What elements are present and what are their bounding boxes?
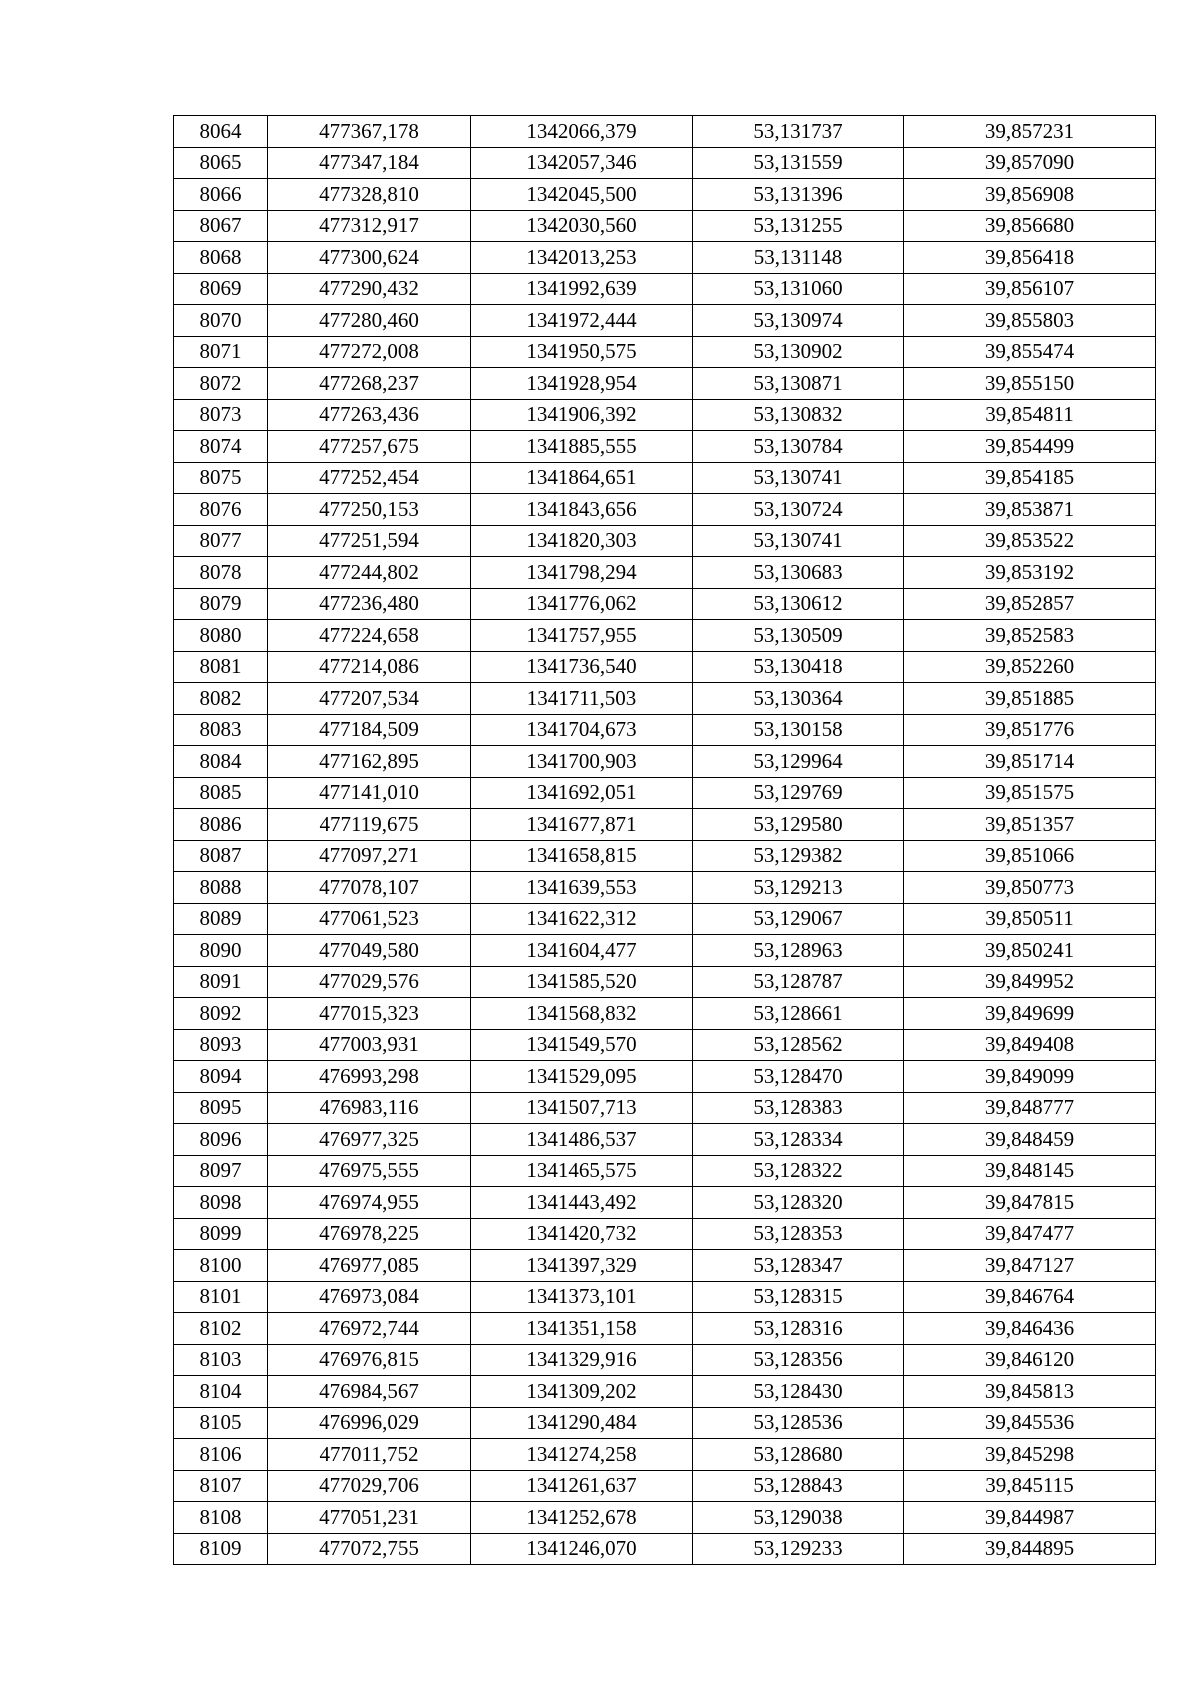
table-row (174, 494, 1156, 526)
y-coordinate-cell: 1341274,258 (471, 1439, 693, 1471)
table-row (174, 872, 1156, 904)
point-number-cell: 8090 (174, 935, 268, 967)
y-coordinate-cell: 1341677,871 (471, 809, 693, 841)
y-coordinate-cell: 1341736,540 (471, 651, 693, 683)
x-coordinate-cell: 477250,153 (268, 494, 471, 526)
y-coordinate-cell: 1341486,537 (471, 1124, 693, 1156)
x-coordinate-cell: 477312,917 (268, 210, 471, 242)
x-coordinate-cell: 477015,323 (268, 998, 471, 1030)
x-coordinate-cell: 476984,567 (268, 1376, 471, 1408)
point-number-cell: 8068 (174, 242, 268, 274)
table-row (174, 431, 1156, 463)
y-coordinate-cell: 1341906,392 (471, 399, 693, 431)
table-row (174, 1029, 1156, 1061)
y-coordinate-cell: 1341639,553 (471, 872, 693, 904)
table-row (174, 305, 1156, 337)
table-row (174, 1533, 1156, 1565)
latitude-cell: 53,129769 (693, 777, 904, 809)
table-row (174, 714, 1156, 746)
y-coordinate-cell: 1341843,656 (471, 494, 693, 526)
y-coordinate-cell: 1341950,575 (471, 336, 693, 368)
table-row (174, 1061, 1156, 1093)
latitude-cell: 53,131255 (693, 210, 904, 242)
x-coordinate-cell: 477280,460 (268, 305, 471, 337)
table-row (174, 1439, 1156, 1471)
latitude-cell: 53,128843 (693, 1470, 904, 1502)
point-number-cell: 8101 (174, 1281, 268, 1313)
longitude-cell: 39,849699 (904, 998, 1156, 1030)
table-row (174, 557, 1156, 589)
point-number-cell: 8087 (174, 840, 268, 872)
latitude-cell: 53,128315 (693, 1281, 904, 1313)
x-coordinate-cell: 477029,576 (268, 966, 471, 998)
table-row (174, 966, 1156, 998)
longitude-cell: 39,854499 (904, 431, 1156, 463)
latitude-cell: 53,128430 (693, 1376, 904, 1408)
x-coordinate-cell: 477236,480 (268, 588, 471, 620)
y-coordinate-cell: 1341246,070 (471, 1533, 693, 1565)
x-coordinate-cell: 477003,931 (268, 1029, 471, 1061)
longitude-cell: 39,851066 (904, 840, 1156, 872)
longitude-cell: 39,853522 (904, 525, 1156, 557)
longitude-cell: 39,851885 (904, 683, 1156, 715)
table-row (174, 336, 1156, 368)
table-row (174, 1470, 1156, 1502)
x-coordinate-cell: 477272,008 (268, 336, 471, 368)
y-coordinate-cell: 1341658,815 (471, 840, 693, 872)
longitude-cell: 39,845115 (904, 1470, 1156, 1502)
x-coordinate-cell: 476974,955 (268, 1187, 471, 1219)
point-number-cell: 8096 (174, 1124, 268, 1156)
point-number-cell: 8100 (174, 1250, 268, 1282)
latitude-cell: 53,131559 (693, 147, 904, 179)
point-number-cell: 8108 (174, 1502, 268, 1534)
point-number-cell: 8073 (174, 399, 268, 431)
y-coordinate-cell: 1341549,570 (471, 1029, 693, 1061)
table-row (174, 525, 1156, 557)
latitude-cell: 53,128470 (693, 1061, 904, 1093)
point-number-cell: 8071 (174, 336, 268, 368)
x-coordinate-cell: 477268,237 (268, 368, 471, 400)
table-row (174, 399, 1156, 431)
latitude-cell: 53,128347 (693, 1250, 904, 1282)
point-number-cell: 8083 (174, 714, 268, 746)
y-coordinate-cell: 1341507,713 (471, 1092, 693, 1124)
point-number-cell: 8097 (174, 1155, 268, 1187)
x-coordinate-cell: 477061,523 (268, 903, 471, 935)
table-row (174, 903, 1156, 935)
table-body (174, 116, 1156, 1565)
y-coordinate-cell: 1341568,832 (471, 998, 693, 1030)
x-coordinate-cell: 477224,658 (268, 620, 471, 652)
latitude-cell: 53,130158 (693, 714, 904, 746)
latitude-cell: 53,129382 (693, 840, 904, 872)
y-coordinate-cell: 1341420,732 (471, 1218, 693, 1250)
latitude-cell: 53,128316 (693, 1313, 904, 1345)
x-coordinate-cell: 477300,624 (268, 242, 471, 274)
longitude-cell: 39,855803 (904, 305, 1156, 337)
longitude-cell: 39,851575 (904, 777, 1156, 809)
longitude-cell: 39,850773 (904, 872, 1156, 904)
latitude-cell: 53,130612 (693, 588, 904, 620)
y-coordinate-cell: 1341290,484 (471, 1407, 693, 1439)
latitude-cell: 53,131396 (693, 179, 904, 211)
longitude-cell: 39,854185 (904, 462, 1156, 494)
table-row (174, 1344, 1156, 1376)
table-row (174, 368, 1156, 400)
longitude-cell: 39,846436 (904, 1313, 1156, 1345)
point-number-cell: 8094 (174, 1061, 268, 1093)
latitude-cell: 53,129580 (693, 809, 904, 841)
y-coordinate-cell: 1341820,303 (471, 525, 693, 557)
point-number-cell: 8093 (174, 1029, 268, 1061)
x-coordinate-cell: 477252,454 (268, 462, 471, 494)
longitude-cell: 39,855150 (904, 368, 1156, 400)
x-coordinate-cell: 476977,325 (268, 1124, 471, 1156)
y-coordinate-cell: 1341928,954 (471, 368, 693, 400)
y-coordinate-cell: 1341373,101 (471, 1281, 693, 1313)
y-coordinate-cell: 1342030,560 (471, 210, 693, 242)
table-row (174, 1407, 1156, 1439)
point-number-cell: 8105 (174, 1407, 268, 1439)
table-row (174, 1155, 1156, 1187)
latitude-cell: 53,130509 (693, 620, 904, 652)
y-coordinate-cell: 1341443,492 (471, 1187, 693, 1219)
longitude-cell: 39,852260 (904, 651, 1156, 683)
longitude-cell: 39,857231 (904, 116, 1156, 148)
y-coordinate-cell: 1341529,095 (471, 1061, 693, 1093)
y-coordinate-cell: 1341864,651 (471, 462, 693, 494)
table-row (174, 588, 1156, 620)
table-row (174, 1376, 1156, 1408)
x-coordinate-cell: 477251,594 (268, 525, 471, 557)
longitude-cell: 39,848459 (904, 1124, 1156, 1156)
latitude-cell: 53,128322 (693, 1155, 904, 1187)
latitude-cell: 53,131737 (693, 116, 904, 148)
y-coordinate-cell: 1342066,379 (471, 116, 693, 148)
x-coordinate-cell: 476976,815 (268, 1344, 471, 1376)
x-coordinate-cell: 476996,029 (268, 1407, 471, 1439)
point-number-cell: 8077 (174, 525, 268, 557)
y-coordinate-cell: 1341622,312 (471, 903, 693, 935)
x-coordinate-cell: 477011,752 (268, 1439, 471, 1471)
latitude-cell: 53,130683 (693, 557, 904, 589)
x-coordinate-cell: 477347,184 (268, 147, 471, 179)
latitude-cell: 53,128356 (693, 1344, 904, 1376)
latitude-cell: 53,130871 (693, 368, 904, 400)
point-number-cell: 8079 (174, 588, 268, 620)
table-row (174, 147, 1156, 179)
point-number-cell: 8099 (174, 1218, 268, 1250)
table-row (174, 179, 1156, 211)
longitude-cell: 39,844987 (904, 1502, 1156, 1534)
longitude-cell: 39,852583 (904, 620, 1156, 652)
y-coordinate-cell: 1341798,294 (471, 557, 693, 589)
x-coordinate-cell: 476983,116 (268, 1092, 471, 1124)
x-coordinate-cell: 477367,178 (268, 116, 471, 148)
latitude-cell: 53,129964 (693, 746, 904, 778)
latitude-cell: 53,128680 (693, 1439, 904, 1471)
y-coordinate-cell: 1341704,673 (471, 714, 693, 746)
table-row (174, 809, 1156, 841)
x-coordinate-cell: 476973,084 (268, 1281, 471, 1313)
x-coordinate-cell: 477051,231 (268, 1502, 471, 1534)
x-coordinate-cell: 477214,086 (268, 651, 471, 683)
longitude-cell: 39,851714 (904, 746, 1156, 778)
latitude-cell: 53,129233 (693, 1533, 904, 1565)
latitude-cell: 53,130418 (693, 651, 904, 683)
x-coordinate-cell: 477257,675 (268, 431, 471, 463)
table-row (174, 651, 1156, 683)
x-coordinate-cell: 477184,509 (268, 714, 471, 746)
x-coordinate-cell: 477263,436 (268, 399, 471, 431)
table-row (174, 1092, 1156, 1124)
point-number-cell: 8078 (174, 557, 268, 589)
y-coordinate-cell: 1341757,955 (471, 620, 693, 652)
table-row (174, 1187, 1156, 1219)
x-coordinate-cell: 477290,432 (268, 273, 471, 305)
longitude-cell: 39,853871 (904, 494, 1156, 526)
longitude-cell: 39,850241 (904, 935, 1156, 967)
x-coordinate-cell: 477097,271 (268, 840, 471, 872)
y-coordinate-cell: 1341261,637 (471, 1470, 693, 1502)
longitude-cell: 39,848777 (904, 1092, 1156, 1124)
point-number-cell: 8070 (174, 305, 268, 337)
longitude-cell: 39,846120 (904, 1344, 1156, 1376)
y-coordinate-cell: 1341585,520 (471, 966, 693, 998)
y-coordinate-cell: 1341309,202 (471, 1376, 693, 1408)
longitude-cell: 39,846764 (904, 1281, 1156, 1313)
latitude-cell: 53,131148 (693, 242, 904, 274)
table-row (174, 1313, 1156, 1345)
longitude-cell: 39,845536 (904, 1407, 1156, 1439)
table-row (174, 210, 1156, 242)
latitude-cell: 53,130974 (693, 305, 904, 337)
x-coordinate-cell: 477049,580 (268, 935, 471, 967)
longitude-cell: 39,856418 (904, 242, 1156, 274)
x-coordinate-cell: 477207,534 (268, 683, 471, 715)
point-number-cell: 8080 (174, 620, 268, 652)
y-coordinate-cell: 1341972,444 (471, 305, 693, 337)
table-row (174, 840, 1156, 872)
longitude-cell: 39,845298 (904, 1439, 1156, 1471)
longitude-cell: 39,855474 (904, 336, 1156, 368)
point-number-cell: 8067 (174, 210, 268, 242)
point-number-cell: 8075 (174, 462, 268, 494)
longitude-cell: 39,847127 (904, 1250, 1156, 1282)
y-coordinate-cell: 1341776,062 (471, 588, 693, 620)
table-row (174, 1281, 1156, 1313)
longitude-cell: 39,856107 (904, 273, 1156, 305)
latitude-cell: 53,128562 (693, 1029, 904, 1061)
table-row (174, 935, 1156, 967)
x-coordinate-cell: 477029,706 (268, 1470, 471, 1502)
point-number-cell: 8066 (174, 179, 268, 211)
longitude-cell: 39,851357 (904, 809, 1156, 841)
point-number-cell: 8074 (174, 431, 268, 463)
point-number-cell: 8103 (174, 1344, 268, 1376)
y-coordinate-cell: 1341692,051 (471, 777, 693, 809)
x-coordinate-cell: 476993,298 (268, 1061, 471, 1093)
longitude-cell: 39,849408 (904, 1029, 1156, 1061)
x-coordinate-cell: 476972,744 (268, 1313, 471, 1345)
latitude-cell: 53,130784 (693, 431, 904, 463)
longitude-cell: 39,847815 (904, 1187, 1156, 1219)
x-coordinate-cell: 477072,755 (268, 1533, 471, 1565)
x-coordinate-cell: 477078,107 (268, 872, 471, 904)
point-number-cell: 8084 (174, 746, 268, 778)
y-coordinate-cell: 1341700,903 (471, 746, 693, 778)
coordinates-table (173, 115, 1156, 1565)
longitude-cell: 39,848145 (904, 1155, 1156, 1187)
table-row (174, 242, 1156, 274)
latitude-cell: 53,129067 (693, 903, 904, 935)
longitude-cell: 39,849099 (904, 1061, 1156, 1093)
point-number-cell: 8098 (174, 1187, 268, 1219)
longitude-cell: 39,853192 (904, 557, 1156, 589)
latitude-cell: 53,129213 (693, 872, 904, 904)
table-row (174, 116, 1156, 148)
longitude-cell: 39,852857 (904, 588, 1156, 620)
latitude-cell: 53,128963 (693, 935, 904, 967)
latitude-cell: 53,130832 (693, 399, 904, 431)
point-number-cell: 8106 (174, 1439, 268, 1471)
latitude-cell: 53,130741 (693, 525, 904, 557)
longitude-cell: 39,856680 (904, 210, 1156, 242)
x-coordinate-cell: 476975,555 (268, 1155, 471, 1187)
x-coordinate-cell: 477141,010 (268, 777, 471, 809)
y-coordinate-cell: 1341351,158 (471, 1313, 693, 1345)
longitude-cell: 39,847477 (904, 1218, 1156, 1250)
y-coordinate-cell: 1341711,503 (471, 683, 693, 715)
longitude-cell: 39,845813 (904, 1376, 1156, 1408)
point-number-cell: 8089 (174, 903, 268, 935)
point-number-cell: 8072 (174, 368, 268, 400)
longitude-cell: 39,854811 (904, 399, 1156, 431)
longitude-cell: 39,851776 (904, 714, 1156, 746)
x-coordinate-cell: 476978,225 (268, 1218, 471, 1250)
y-coordinate-cell: 1341885,555 (471, 431, 693, 463)
latitude-cell: 53,128320 (693, 1187, 904, 1219)
y-coordinate-cell: 1342057,346 (471, 147, 693, 179)
point-number-cell: 8088 (174, 872, 268, 904)
longitude-cell: 39,844895 (904, 1533, 1156, 1565)
point-number-cell: 8091 (174, 966, 268, 998)
longitude-cell: 39,857090 (904, 147, 1156, 179)
point-number-cell: 8076 (174, 494, 268, 526)
longitude-cell: 39,856908 (904, 179, 1156, 211)
y-coordinate-cell: 1341465,575 (471, 1155, 693, 1187)
latitude-cell: 53,130364 (693, 683, 904, 715)
point-number-cell: 8086 (174, 809, 268, 841)
table-row (174, 777, 1156, 809)
table-row (174, 746, 1156, 778)
x-coordinate-cell: 476977,085 (268, 1250, 471, 1282)
y-coordinate-cell: 1341252,678 (471, 1502, 693, 1534)
table-row (174, 1218, 1156, 1250)
x-coordinate-cell: 477328,810 (268, 179, 471, 211)
latitude-cell: 53,130902 (693, 336, 904, 368)
point-number-cell: 8095 (174, 1092, 268, 1124)
y-coordinate-cell: 1341329,916 (471, 1344, 693, 1376)
y-coordinate-cell: 1342045,500 (471, 179, 693, 211)
point-number-cell: 8069 (174, 273, 268, 305)
longitude-cell: 39,850511 (904, 903, 1156, 935)
table-row (174, 273, 1156, 305)
latitude-cell: 53,128353 (693, 1218, 904, 1250)
x-coordinate-cell: 477119,675 (268, 809, 471, 841)
point-number-cell: 8065 (174, 147, 268, 179)
y-coordinate-cell: 1341992,639 (471, 273, 693, 305)
latitude-cell: 53,128661 (693, 998, 904, 1030)
point-number-cell: 8102 (174, 1313, 268, 1345)
table-row (174, 998, 1156, 1030)
latitude-cell: 53,128383 (693, 1092, 904, 1124)
table-row (174, 1502, 1156, 1534)
point-number-cell: 8092 (174, 998, 268, 1030)
latitude-cell: 53,130724 (693, 494, 904, 526)
table-row (174, 462, 1156, 494)
point-number-cell: 8082 (174, 683, 268, 715)
point-number-cell: 8064 (174, 116, 268, 148)
latitude-cell: 53,128536 (693, 1407, 904, 1439)
point-number-cell: 8081 (174, 651, 268, 683)
y-coordinate-cell: 1342013,253 (471, 242, 693, 274)
x-coordinate-cell: 477244,802 (268, 557, 471, 589)
latitude-cell: 53,128334 (693, 1124, 904, 1156)
y-coordinate-cell: 1341397,329 (471, 1250, 693, 1282)
latitude-cell: 53,128787 (693, 966, 904, 998)
latitude-cell: 53,130741 (693, 462, 904, 494)
latitude-cell: 53,129038 (693, 1502, 904, 1534)
table-row (174, 1250, 1156, 1282)
point-number-cell: 8109 (174, 1533, 268, 1565)
latitude-cell: 53,131060 (693, 273, 904, 305)
y-coordinate-cell: 1341604,477 (471, 935, 693, 967)
x-coordinate-cell: 477162,895 (268, 746, 471, 778)
table-row (174, 683, 1156, 715)
point-number-cell: 8104 (174, 1376, 268, 1408)
table-row (174, 620, 1156, 652)
table-row (174, 1124, 1156, 1156)
point-number-cell: 8107 (174, 1470, 268, 1502)
point-number-cell: 8085 (174, 777, 268, 809)
longitude-cell: 39,849952 (904, 966, 1156, 998)
